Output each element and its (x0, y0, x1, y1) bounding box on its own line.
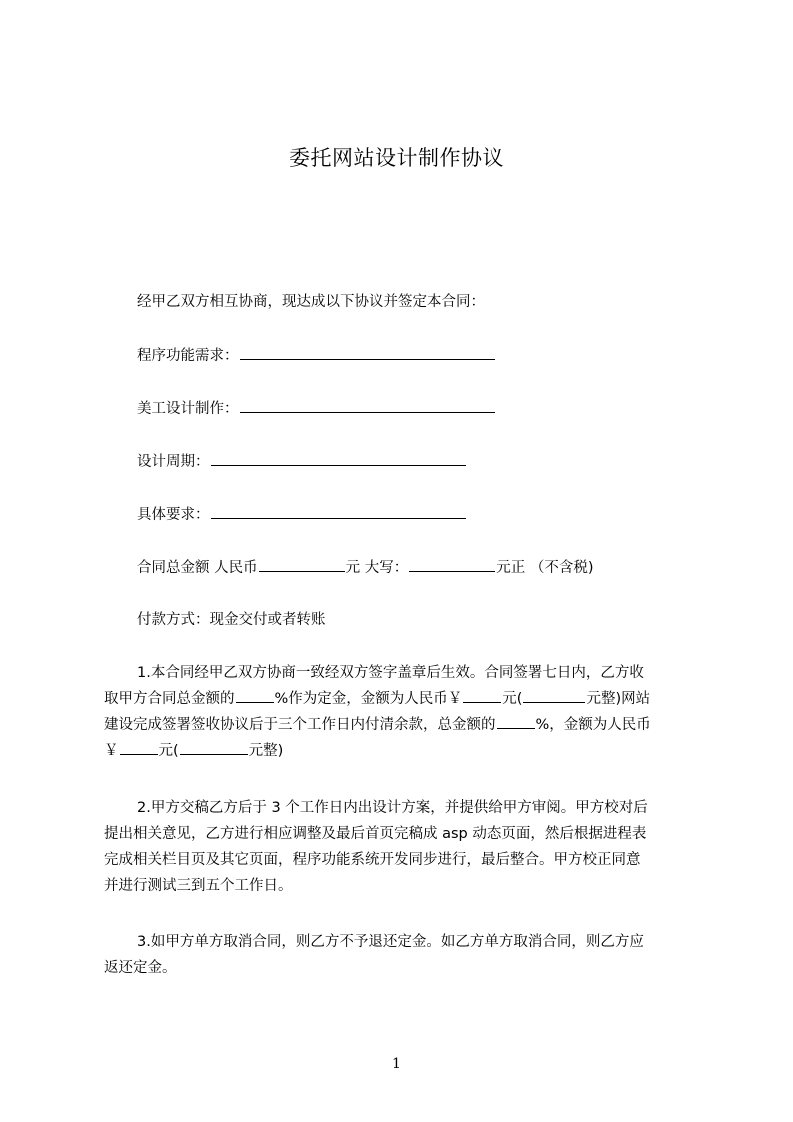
design-period-label: 设计周期： (137, 454, 210, 470)
clause-2-row-1: 2.甲方交稿乙方后于 3 个工作日内出设计方案，并提供给甲方审阅。甲方校对后 (137, 800, 648, 816)
clause-1 (104, 660, 697, 764)
clause-1-row-3 (104, 712, 697, 738)
payment-method: 付款方式：现金交付或者转账 (137, 612, 326, 628)
clause-2-row-2: 提出相关意见，乙方进行相应调整及最后首页完稿成 asp 动态页面，然后根据进程表 (104, 826, 647, 842)
clause-1-row-1: 1.本合同经甲乙双方协商一致经双方签字盖章后生效。合同签署七日内，乙方收 (137, 665, 644, 681)
clause-3-row-2: 返还定金。 (104, 960, 177, 976)
design-production-line (137, 398, 496, 419)
clause-1-row-4 (104, 738, 697, 764)
amount-prefix: 合同总金额 人民币 (137, 560, 258, 576)
design-production-blank[interactable] (240, 398, 495, 413)
clause-1-text: 建设完成签署签收协议后于三个工作日内付清余款，总金额的 (104, 717, 496, 733)
balance-amount-blank[interactable] (120, 740, 158, 755)
design-period-line (137, 451, 467, 472)
deposit-words-blank[interactable] (523, 688, 585, 703)
clause-2-row-4: 并进行测试三到五个工作日。 (104, 878, 293, 894)
clause-1-text: ￥ (104, 743, 119, 759)
clause-1-text: %，金额为人民币 (535, 717, 651, 733)
contract-amount-line (137, 557, 593, 578)
balance-words-blank[interactable] (180, 740, 248, 755)
deposit-amount-blank[interactable] (463, 688, 501, 703)
clause-1-text: %作为定金，金额为人民币￥ (274, 691, 463, 707)
intro-text: 经甲乙双方相互协商，现达成以下协议并签定本合同： (137, 294, 485, 310)
program-requirements-blank[interactable] (240, 345, 495, 360)
clause-1-text: 取甲方合同总金额的 (104, 691, 235, 707)
clause-2 (104, 795, 697, 899)
design-production-label: 美工设计制作： (137, 401, 239, 417)
program-requirements-line (137, 345, 496, 366)
specific-requirements-label: 具体要求： (137, 507, 210, 523)
clause-1-text: 元整) (248, 743, 284, 759)
clause-3 (104, 929, 697, 981)
balance-percent-blank[interactable] (497, 714, 535, 729)
clause-2-row-3: 完成相关栏目页及其它页面，程序功能系统开发同步进行，最后整合。甲方校正同意 (104, 852, 641, 868)
deposit-percent-blank[interactable] (236, 688, 274, 703)
clause-1-row-2 (104, 686, 697, 712)
amount-suffix: 元正 （不含税) (496, 560, 594, 576)
amount-words-blank[interactable] (409, 557, 495, 572)
clause-3-row-1: 3.如甲方单方取消合同，则乙方不予退还定金。如乙方单方取消合同，则乙方应 (137, 934, 644, 950)
amount-yuan-label: 元 大写： (345, 560, 409, 576)
page-number: 1 (392, 1056, 401, 1072)
program-requirements-label: 程序功能需求： (137, 348, 239, 364)
specific-requirements-line (137, 504, 467, 525)
clause-1-text: 元整)网站 (586, 691, 651, 707)
specific-requirements-blank[interactable] (211, 504, 466, 519)
design-period-blank[interactable] (211, 451, 466, 466)
clause-1-text: 元( (158, 743, 179, 759)
clause-1-text: 元( (502, 691, 523, 707)
document-title: 委托网站设计制作协议 (289, 146, 504, 170)
amount-number-blank[interactable] (259, 557, 345, 572)
